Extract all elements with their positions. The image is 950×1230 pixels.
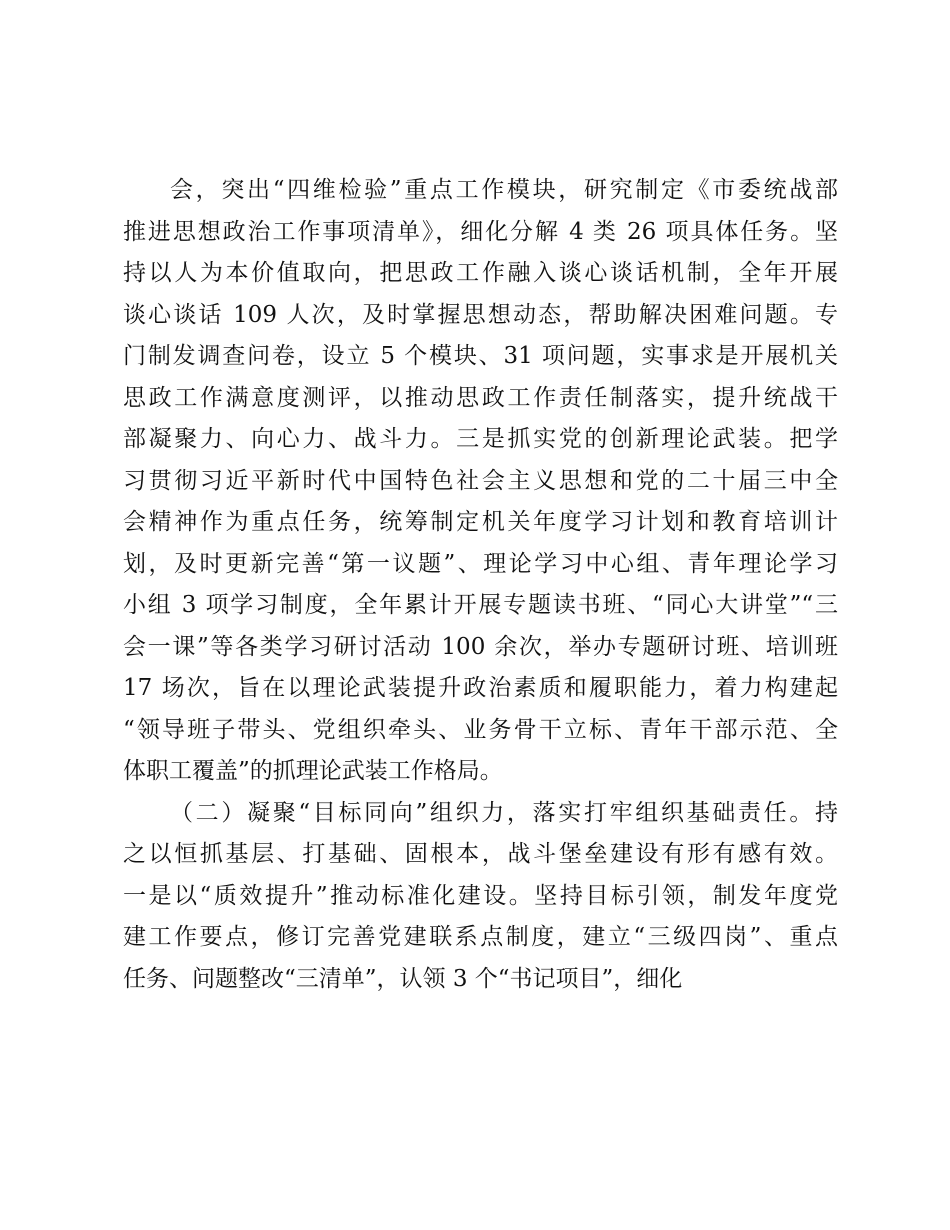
text-line: 谈心谈话 109 人次，及时掌握思想动态，帮助解决困难问题。专 — [123, 301, 838, 328]
section-heading-line: （二）凝聚“目标同向”组织力，落实打牢组织基础责任。持 — [170, 799, 838, 826]
text-line: 会精神作为重点任务，统筹制定机关年度学习计划和教育培训计 — [123, 509, 838, 535]
text-line: 持以人为本价值取向，把思政工作融入谈心谈话机制，全年开展 — [123, 260, 838, 286]
text-line: 建工作要点，修订完善党建联系点制度，建立“三级四岗”、重点 — [123, 924, 838, 950]
paragraph-1 — [123, 170, 838, 793]
text-line: 17 场次，旨在以理论武装提升政治素质和履职能力，着力构建起 — [123, 675, 838, 701]
text-line: 划，及时更新完善“第一议题”、理论学习中心组、青年理论学习 — [123, 550, 838, 577]
text-line: “领导班子带头、党组织牵头、业务骨干立标、青年干部示范、全 — [123, 716, 838, 743]
text-line: 体职工覆盖”的抓理论武装工作格局。 — [123, 758, 503, 784]
text-line: 思政工作满意度测评，以推动思政工作责任制落实，提升统战干 — [123, 384, 838, 411]
text-line: 任务、问题整改“三清单”，认领 3 个“书记项目”，细化 — [123, 965, 683, 992]
paragraph-2 — [123, 793, 838, 1001]
text-line: 会，突出“四维检验”重点工作模块，研究制定《市委统战部 — [170, 177, 838, 203]
text-line: 门制发调查问卷，设立 5 个模块、31 项问题，实事求是开展机关 — [123, 343, 838, 369]
text-line: 会一课”等各类学习研讨活动 100 余次，举办专题研讨班、培训班 — [123, 633, 838, 660]
text-line: 一是以“质效提升”推动标准化建设。坚持目标引领，制发年度党 — [123, 882, 838, 909]
document-body — [123, 170, 838, 1000]
text-line: 推进思想政治工作事项清单》，细化分解 4 类 26 项具体任务。坚 — [123, 218, 838, 245]
text-line: 习贯彻习近平新时代中国特色社会主义思想和党的二十届三中全 — [123, 467, 838, 494]
text-line: 之以恒抓基层、打基础、固根本，战斗堡垒建设有形有感有效。 — [123, 841, 838, 867]
text-line: 部凝聚力、向心力、战斗力。三是抓实党的创新理论武装。把学 — [123, 426, 838, 452]
text-line: 小组 3 项学习制度，全年累计开展专题读书班、“同心大讲堂”“三 — [123, 592, 838, 618]
